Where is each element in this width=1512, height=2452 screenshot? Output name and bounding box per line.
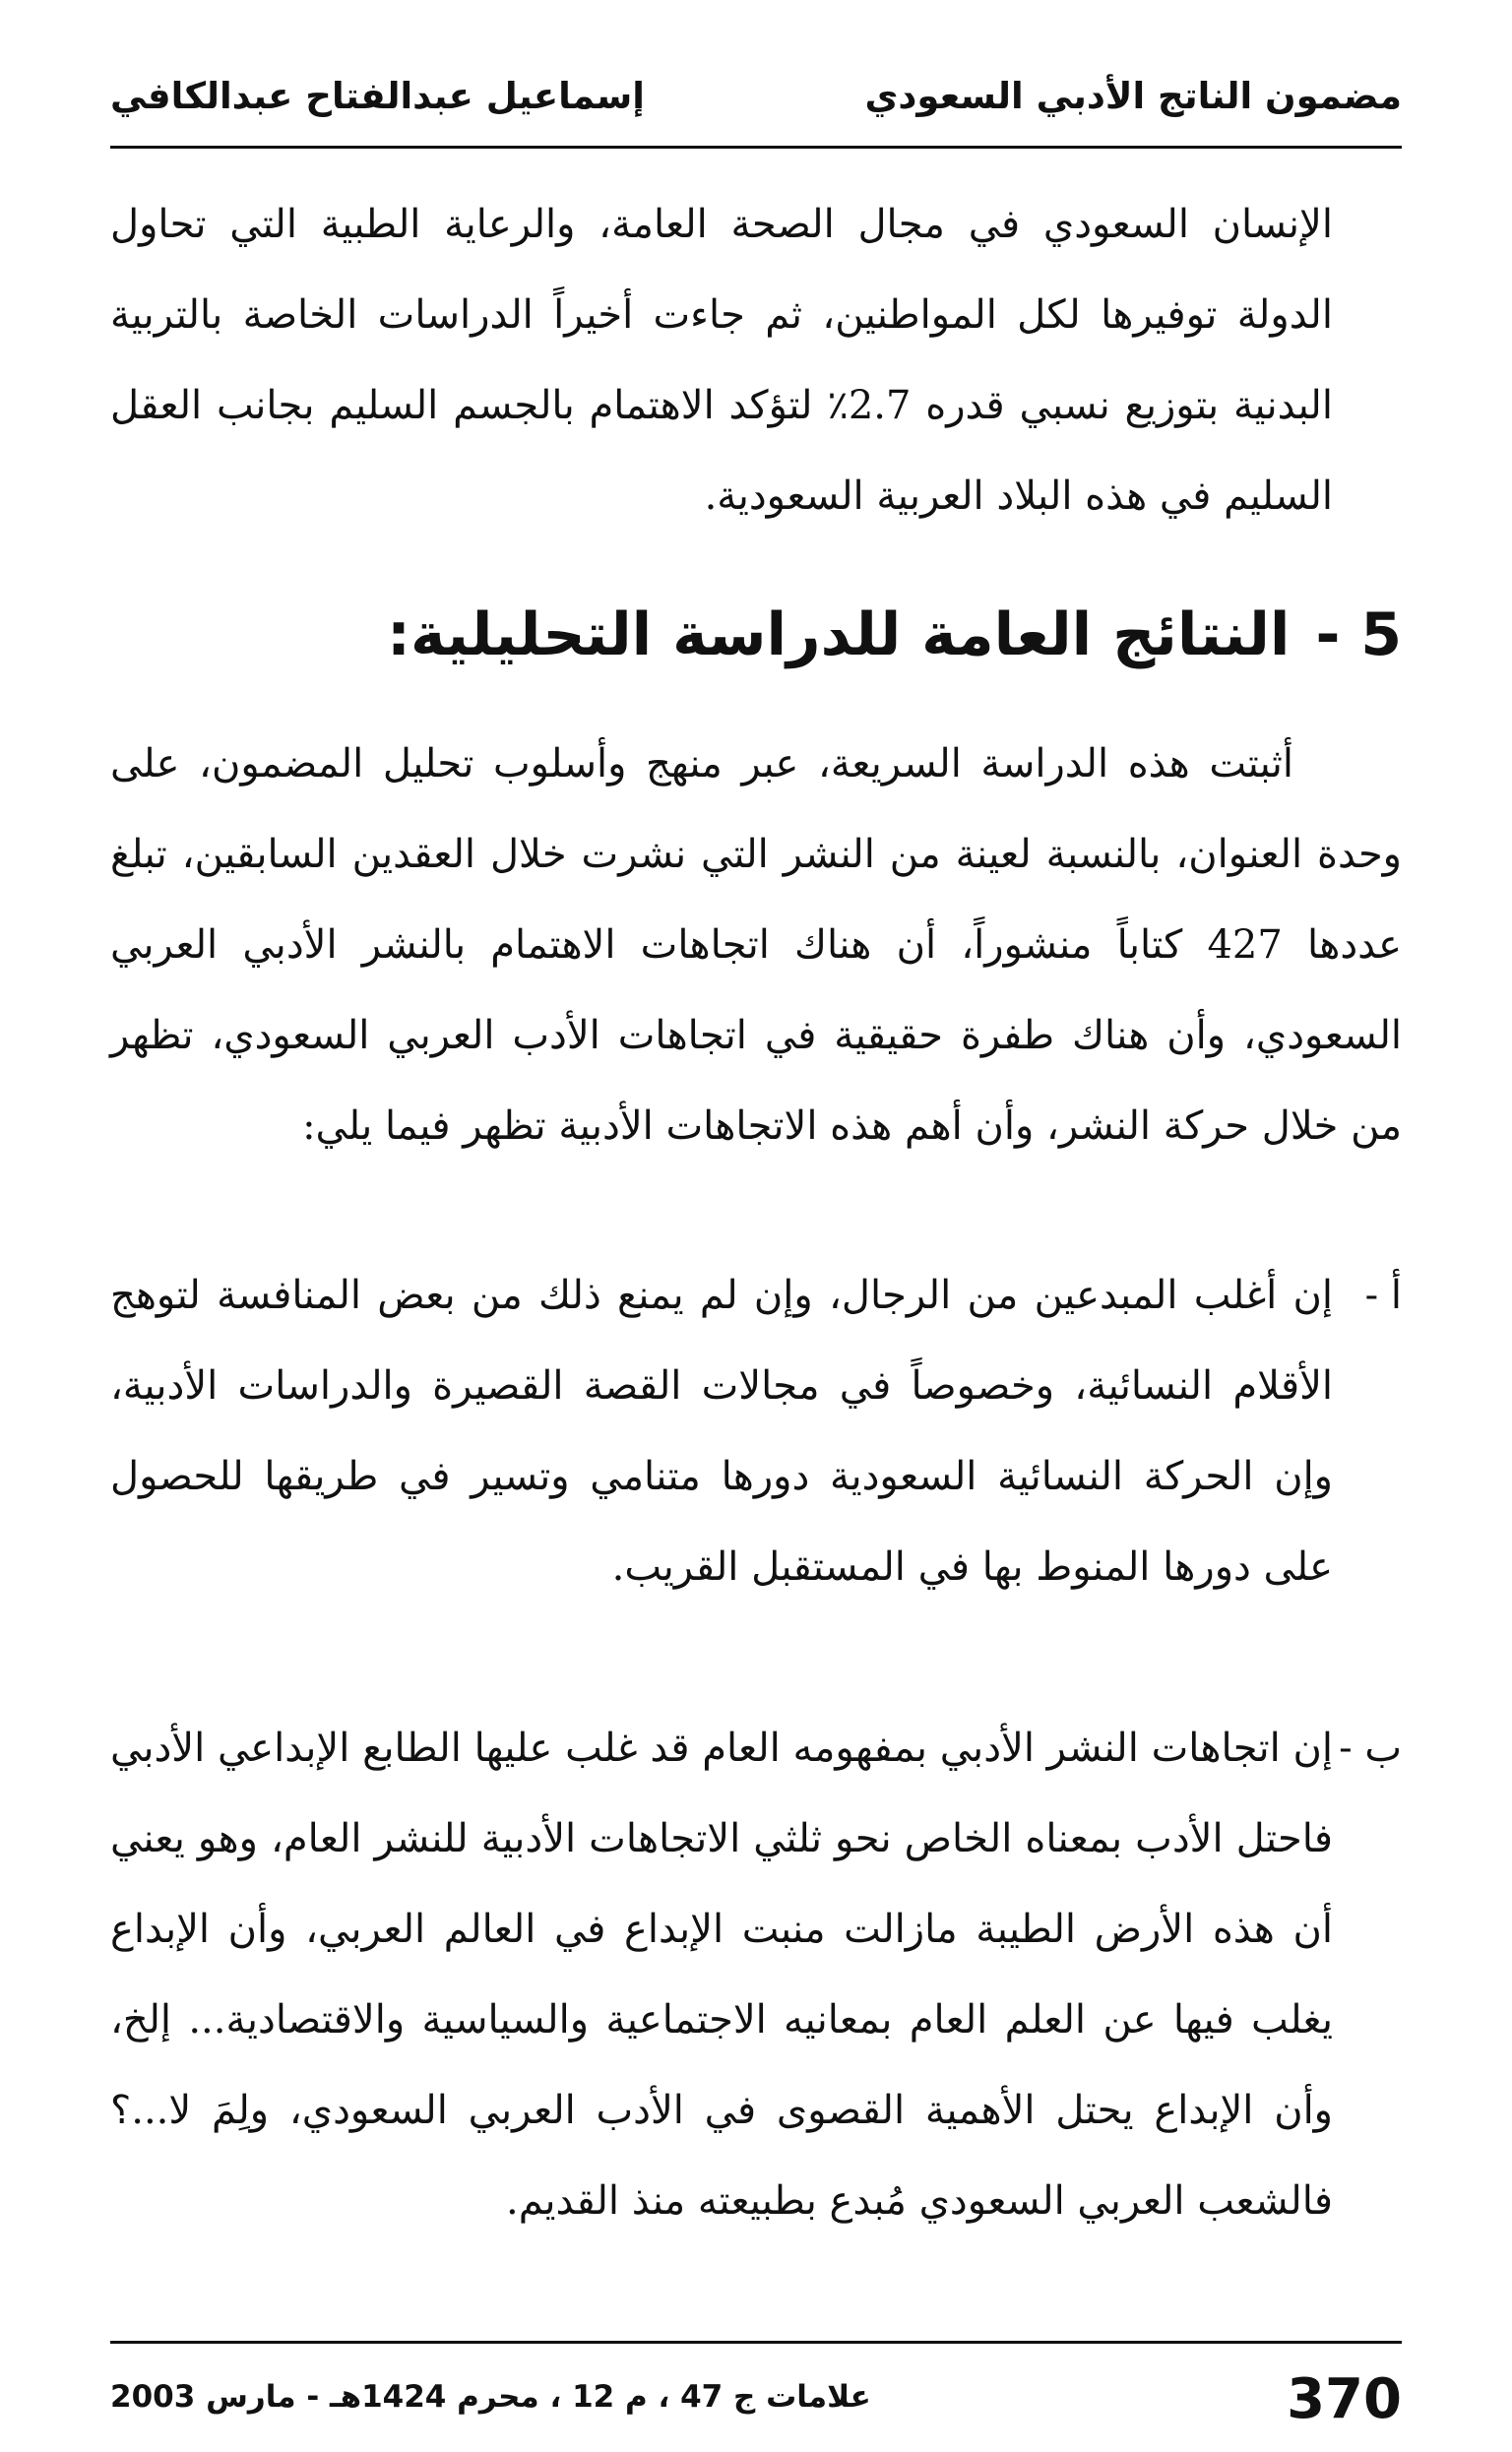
intro-paragraph: الإنسان السعودي في مجال الصحة العامة، والرعاية الطبية التي تحاول الدولة توفيرها لكل المواطنين، ثم جاءت أخيراً الدراسات الخاصة بالتربية البدنية بتوزيع نسبي قدره 2.7٪ لتؤكد الاهتمام بالجسم السليم بجانب العقل السليم في هذه البلاد العربية السعودية. — [110, 202, 1333, 519]
section-number: 5 - — [1315, 600, 1402, 669]
list-item-text: إن اتجاهات النشر الأدبي بمفهومه العام قد غلب عليها الطابع الإبداعي الأدبي فاحتل الأدب بمعناه الخاص نحو ثلثي الاتجاهات الأدبية للنشر العام، وهو يعني أن هذه الأرض الطيبة مازالت منبت الإبداع في العالم العربي، وأن الإبداع يغلب فيها عن العلم العام بمعانيه الاجتماعية والسياسية والاقتصادية... إلخ، وأن الإبداع يحتل الأهمية القصوى في الأدب العربي السعودي، ولِمَ لا...؟ فالشعب العربي السعودي مُبدع بطبيعته منذ القديم. — [110, 1726, 1334, 2224]
author-name: إسماعيل عبدالفتاح عبدالكافي — [110, 75, 645, 117]
list-item-marker: أ - — [1364, 1273, 1402, 1318]
article-title: مضمون الناتج الأدبي السعودي — [864, 75, 1402, 117]
page-number: 370 — [1287, 2367, 1402, 2431]
list-item-text: إن أغلب المبدعين من الرجال، وإن لم يمنع ذلك من بعض المنافسة لتوهج الأقلام النسائية، وخصوصاً في مجالات القصة القصيرة والدراسات الأدبية، وإن الحركة النسائية السعودية دورها متنامي وتسير في طريقها للحصول على دورها المنوط بها في المستقبل القريب. — [110, 1273, 1334, 1590]
journal-citation: علامات ج 47 ، م 12 ، محرم 1424هـ - مارس 2003 — [110, 2379, 871, 2415]
section-title: النتائج العامة للدراسة التحليلية: — [387, 600, 1291, 669]
list-item — [110, 1703, 1402, 2246]
list-item-marker: ب - — [1339, 1726, 1402, 1771]
running-header — [110, 57, 1402, 149]
section-heading — [110, 600, 1402, 669]
list-item — [110, 1250, 1402, 1612]
page-footer — [110, 2341, 1402, 2452]
main-paragraph: أثبتت هذه الدراسة السريعة، عبر منهج وأسلوب تحليل المضمون، على وحدة العنوان، بالنسبة لعينة من النشر التي نشرت خلال العقدين السابقين، تبلغ عددها 427 كتاباً منشوراً، أن هناك اتجاهات الاهتمام بالنشر الأدبي العربي السعودي، وأن هناك طفرة حقيقية في اتجاهات الأدب العربي السعودي، تظهر من خلال حركة النشر، وأن أهم هذه الاتجاهات الأدبية تظهر فيما يلي: — [110, 741, 1403, 1149]
